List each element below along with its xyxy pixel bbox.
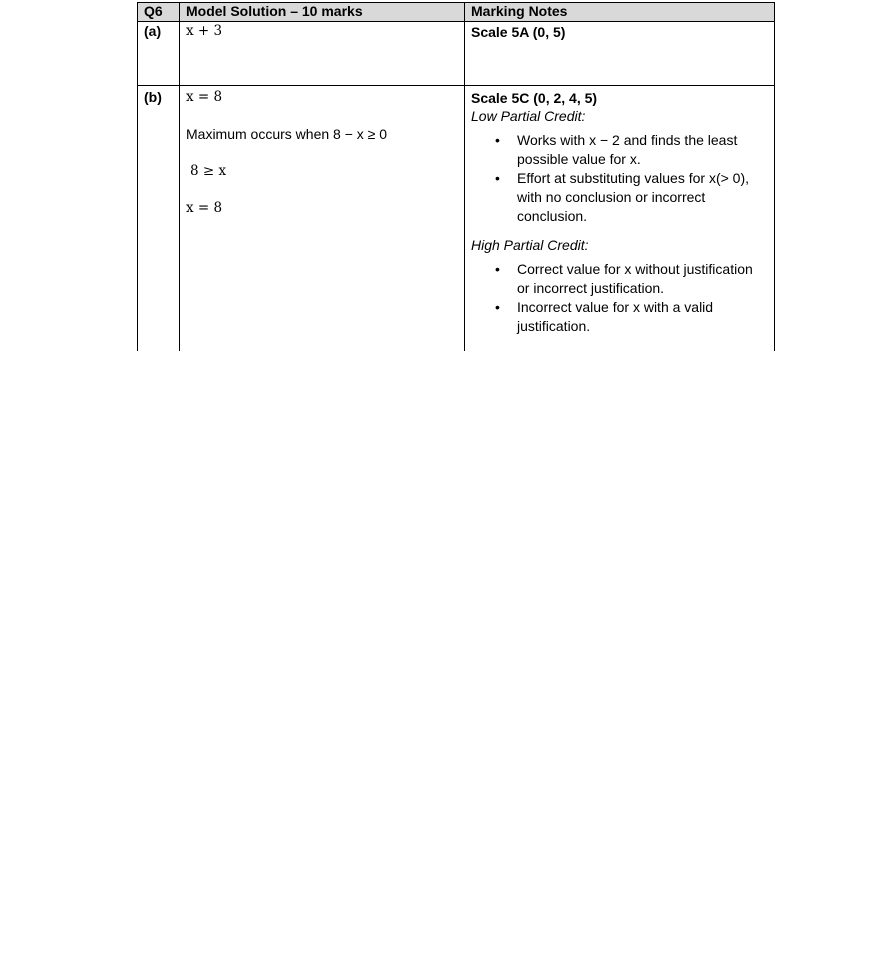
part-a-row [138, 22, 775, 86]
part-b-solution-cell [180, 86, 465, 352]
list-item [495, 131, 768, 169]
high-credit-item-2: Incorrect value for x with a valid justification. [517, 299, 714, 334]
part-a-notes-cell [465, 22, 775, 86]
list-item [495, 298, 768, 336]
marking-scheme-table [137, 2, 775, 351]
part-b-solution-line-2: Maximum occurs when 8 − x ≥ 0 [186, 126, 388, 142]
part-b-scale: Scale 5C (0, 2, 4, 5) [471, 90, 598, 106]
part-b-solution-line-3: 8 ≥ x [190, 163, 227, 179]
part-b-label: (b) [138, 86, 180, 352]
part-b-solution-line-4: x = 8 [186, 200, 223, 216]
list-item [495, 260, 768, 298]
low-credit-item-1: Works with x − 2 and finds the least possible value for x. [517, 132, 738, 167]
part-a-scale: Scale 5A (0, 5) [471, 24, 566, 40]
high-partial-credit-list [471, 260, 768, 336]
list-item [495, 169, 768, 226]
bullet-icon: • [495, 261, 500, 277]
low-credit-item-2: Effort at substituting values for x(> 0), with no conclusion or incorrect conclusion. [517, 170, 750, 224]
marking-notes-heading: Marking Notes [465, 3, 775, 22]
low-partial-credit-list [471, 131, 768, 226]
high-credit-item-1: Correct value for x without justification or incorrect justification. [517, 261, 753, 296]
question-label: Q6 [138, 3, 180, 22]
part-a-solution-cell [180, 22, 465, 86]
low-partial-credit-heading: Low Partial Credit: [471, 108, 586, 124]
part-b-solution-line-1: x = 8 [186, 89, 223, 105]
model-solution-heading: Model Solution – 10 marks [180, 3, 465, 22]
high-partial-credit-heading: High Partial Credit: [471, 237, 589, 253]
bullet-icon: • [495, 299, 500, 315]
part-b-row [138, 86, 775, 352]
bullet-icon: • [495, 170, 500, 186]
part-b-notes-cell [465, 86, 775, 352]
bullet-icon: • [495, 132, 500, 148]
part-a-solution: x + 3 [186, 23, 223, 39]
part-a-label: (a) [138, 22, 180, 86]
table-header-row [138, 3, 775, 22]
